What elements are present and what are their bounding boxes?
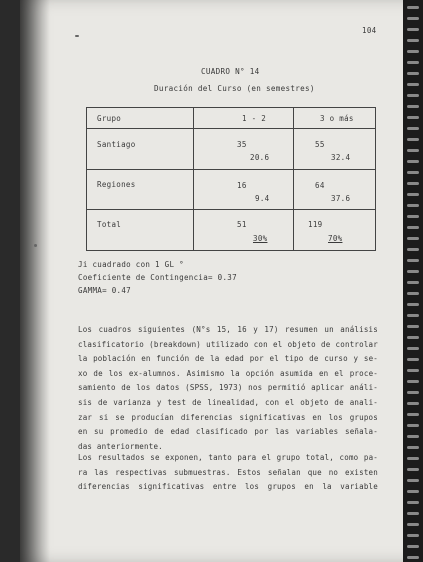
spiral-coil [407,94,419,97]
paragraph-1 [78,323,378,454]
text-line: Los resultados se exponen, tanto para el grupo total, como pa- [78,453,378,462]
count-cell: 16 [237,181,247,190]
text-line: das anteriormente. [78,441,163,451]
spiral-coil [407,61,419,64]
margin-mark [75,35,79,37]
spiral-coil [407,336,419,339]
table-rule [193,108,194,250]
table-title: CUADRO N° 14 [201,67,260,76]
spiral-coil [407,468,419,471]
spiral-coil [407,160,419,163]
paragraph-2 [78,451,378,495]
stat-line: GAMMA= 0.47 [78,286,131,295]
stat-line: Coeficiente de Contingencia= 0.37 [78,273,237,282]
spiral-coil [407,523,419,526]
data-table [86,107,376,251]
percent-cell: 20.6 [250,153,270,162]
table-rule [87,209,375,210]
spiral-coil [407,182,419,185]
spiral-coil [407,512,419,515]
spiral-coil [407,204,419,207]
spiral-coil [407,270,419,273]
text-line: xo de los ex-alumnos. Asimismo la opción asumida en el proce- [78,368,378,378]
spiral-coil [407,116,419,119]
text-line: samiento de los datos (SPSS, 1973) nos permitió aplicar análi- [78,383,378,393]
table-header: Grupo [97,114,122,123]
spiral-coil [407,303,419,306]
margin-mark [34,244,37,247]
spiral-coil [407,39,419,42]
text-line: diferencias significativas entre los grupos en la variable [78,482,378,492]
spiral-coil [407,149,419,152]
spiral-coil [407,28,419,31]
spiral-coil [407,325,419,328]
spiral-coil [407,446,419,449]
text-line: la población en función de la edad por el tipo de curso y se- [78,354,378,364]
table-header: 3 o más [320,114,354,123]
spiral-coil [407,490,419,493]
percent-cell: 70% [328,234,343,243]
text-line: Los cuadros siguientes (N°s 15, 16 y 17) resumen un análisis [78,325,378,334]
spiral-coil [407,424,419,427]
table-rule [87,169,375,170]
spiral-coil [407,215,419,218]
spiral-coil [407,83,419,86]
spiral-coil [407,72,419,75]
spiral-coil [407,380,419,383]
spiral-coil [407,545,419,548]
spiral-coil [407,171,419,174]
spiral-coil [407,358,419,361]
spiral-coil [407,50,419,53]
spiral-coil [407,281,419,284]
spiral-coil [407,17,419,20]
spiral-coil [407,138,419,141]
spiral-coil [407,435,419,438]
spiral-coil [407,534,419,537]
spiral-coil [407,237,419,240]
spiral-binding [403,0,423,562]
spiral-coil [407,314,419,317]
spiral-coil [407,193,419,196]
page-number: 104 [362,26,377,35]
count-cell: 119 [308,220,323,229]
text-line: ra las respectivas submuestras. Estos señalan que no existen [78,467,378,477]
table-subtitle: Duración del Curso (en semestres) [154,84,315,93]
table-rule [293,108,294,250]
spiral-coil [407,292,419,295]
spiral-coil [407,479,419,482]
spiral-coil [407,248,419,251]
spiral-coil [407,226,419,229]
spiral-coil [407,556,419,559]
percent-cell: 32.4 [331,153,351,162]
row-label: Total [97,220,122,229]
row-label: Regiones [97,180,136,189]
spiral-coil [407,501,419,504]
percent-cell: 37.6 [331,194,351,203]
table-header: 1 - 2 [242,114,267,123]
table-rule [87,128,375,129]
text-line: sis de varianza y test de linealidad, con el objeto de anali- [78,397,378,407]
spiral-coil [407,457,419,460]
document-page [20,0,403,562]
text-line: en su promedio de edad clasificado por las variables señala- [78,427,378,437]
spiral-coil [407,369,419,372]
count-cell: 35 [237,140,247,149]
row-label: Santiago [97,140,136,149]
spiral-coil [407,259,419,262]
spiral-coil [407,6,419,9]
text-line: zar si se producían diferencias significativas en los grupos [78,412,378,422]
spiral-coil [407,413,419,416]
count-cell: 55 [315,140,325,149]
binding-shadow [20,0,50,562]
count-cell: 64 [315,181,325,190]
stat-line: Ji cuadrado con 1 GL ° [78,260,184,269]
spiral-coil [407,347,419,350]
count-cell: 51 [237,220,247,229]
spiral-coil [407,391,419,394]
spiral-coil [407,127,419,130]
percent-cell: 30% [253,234,268,243]
text-line: clasificatorio (breakdown) utilizado con el objeto de controlar [78,339,378,349]
spiral-coil [407,402,419,405]
percent-cell: 9.4 [255,194,270,203]
spiral-coil [407,105,419,108]
